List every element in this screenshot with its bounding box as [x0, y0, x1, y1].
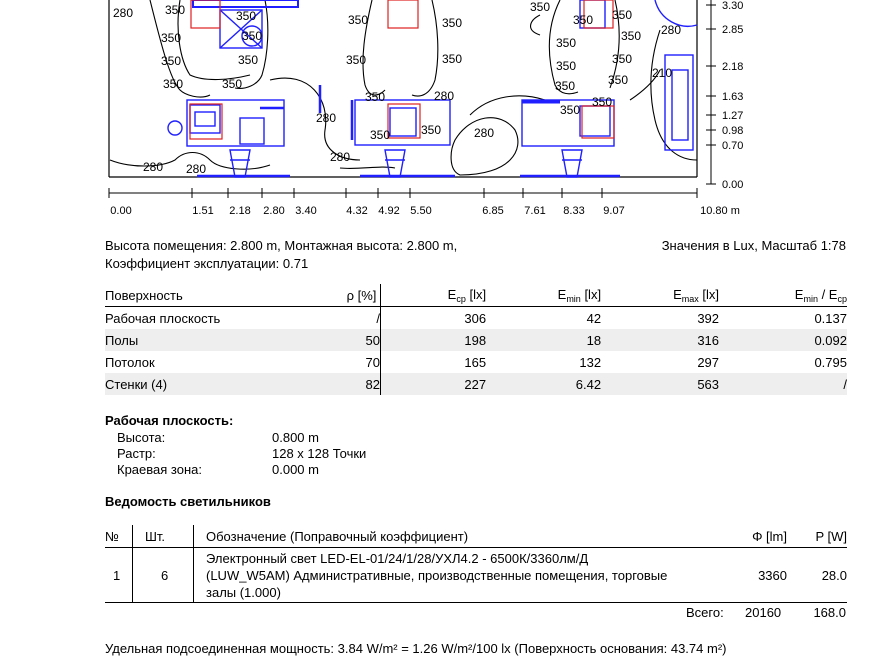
col-rho: ρ [%]: [309, 284, 381, 307]
table-row: Полы 50 198 18 316 0.092: [105, 329, 847, 351]
x-scale-label: 0.00: [110, 205, 132, 217]
isolux-value: 350: [608, 73, 629, 87]
isolux-value: 350: [592, 95, 613, 109]
isolux-value: 350: [556, 36, 577, 50]
specific-power: Удельная подсоединенная мощность: 3.84 W/m² = 1.26 W/m²/100 lx (Поверхность основания: 43.74 m²): [105, 641, 727, 656]
isolux-contours: [110, 0, 697, 175]
col-emax: $E_{max}$ [lx]: [601, 284, 719, 307]
luminaire-layout: [168, 0, 697, 177]
isolux-value: 350: [442, 52, 463, 66]
isolux-value: 350: [560, 103, 581, 117]
x-scale-label: 6.85: [482, 205, 504, 217]
isolux-value: 350: [346, 53, 367, 67]
y-scale-label: 3.30: [722, 0, 744, 12]
vertical-scale: [706, 0, 743, 191]
isolux-value: 280: [330, 150, 351, 164]
y-scale-label: 2.18: [722, 61, 744, 73]
horizontal-scale: [109, 188, 740, 217]
isolux-value: 350: [348, 13, 369, 27]
col-eavg: $E_{ср}$ [lx]: [381, 284, 487, 307]
isolux-value: 280: [113, 6, 134, 20]
isolux-value: 280: [661, 23, 682, 37]
isolux-value: 350: [242, 29, 263, 43]
isolux-value: 350: [421, 123, 442, 137]
table-row: Стенки (4) 82 227 6.42 563 /: [105, 373, 847, 395]
maintenance-factor-info: Коэффициент эксплуатации: 0.71: [105, 256, 309, 271]
x-scale-label: 2.18: [229, 205, 251, 217]
isolux-value: 350: [612, 8, 633, 22]
workplane-height-label: Высота:: [117, 430, 166, 445]
surface-table-header: [105, 284, 847, 307]
isolux-value: 350: [370, 128, 391, 142]
x-scale-label: 2.80: [263, 205, 285, 217]
workplane-border-value: 0.000 m: [272, 462, 319, 477]
isolux-value: 350: [442, 16, 463, 30]
isolux-value: 350: [555, 79, 576, 93]
col-ratio: $E_{min} / E_{ср}$: [719, 284, 847, 307]
x-scale-label: 8.33: [563, 205, 585, 217]
table-row: Рабочая плоскость / 306 42 392 0.137: [105, 307, 847, 330]
isolux-value: 350: [165, 3, 186, 17]
workplane-border-label: Краевая зона:: [117, 462, 202, 477]
y-scale-label: 1.27: [722, 110, 744, 122]
luminaires-title: Ведомость светильников: [105, 494, 271, 509]
col-surface: Поверхность: [105, 284, 309, 307]
isolux-value: 350: [236, 9, 257, 23]
y-scale-label: 1.63: [722, 91, 744, 103]
y-scale-label: 2.85: [722, 24, 744, 36]
table-row: 1 6 Электронный свет LED-EL-01/24/1/28/УХЛ4.2 - 6500К/3360лм/Д (LUW_W5AM) Административные, производственные помещения, торговые залы (1.000) 3360 28.0: [105, 548, 847, 603]
isolux-value: 210: [652, 66, 673, 80]
luminaire-table: [105, 525, 847, 603]
isolux-value: 350: [530, 0, 551, 14]
isolux-value: 280: [143, 160, 164, 174]
col-emin: $E_{min}$ [lx]: [486, 284, 601, 307]
total-power: 168.0: [813, 605, 846, 620]
x-scale-label: 5.50: [410, 205, 432, 217]
workplane-height-value: 0.800 m: [272, 430, 319, 445]
isolux-value: 350: [573, 13, 594, 27]
illuminance-plan: [0, 0, 889, 222]
isolux-value: 280: [434, 89, 455, 103]
isolux-value: 350: [163, 77, 184, 91]
x-scale-label: 3.40: [295, 205, 317, 217]
isolux-value: 350: [161, 31, 182, 45]
luminaire-table-header: № Шт. Обозначение (Поправочный коэффициент) Φ [lm] P [W]: [105, 525, 847, 548]
x-scale-label: 7.61: [524, 205, 546, 217]
table-row: Потолок 70 165 132 297 0.795: [105, 351, 847, 373]
isolux-value: 350: [238, 53, 259, 67]
room-height-info: Высота помещения: 2.800 m, Монтажная высота: 2.800 m,: [105, 238, 458, 253]
x-scale-label: 10.80 m: [700, 205, 740, 217]
total-flux: 20160: [745, 605, 782, 620]
x-scale-label: 9.07: [603, 205, 625, 217]
x-scale-label: 4.32: [346, 205, 368, 217]
scale-note: Значения в Lux, Масштаб 1:78: [661, 238, 846, 253]
x-scale-label: 4.92: [378, 205, 400, 217]
isolux-value: 350: [161, 54, 182, 68]
y-scale-label: 0.70: [722, 140, 744, 152]
isolux-value: 350: [222, 77, 243, 91]
isolux-value: 280: [186, 162, 207, 176]
isolux-value: 350: [365, 90, 386, 104]
isolux-value: 280: [474, 126, 495, 140]
isolux-value: 280: [316, 111, 337, 125]
total-label: Всего:: [686, 605, 724, 620]
isolux-value: 350: [556, 59, 577, 73]
workplane-title: Рабочая плоскость:: [105, 413, 234, 428]
x-scale-label: 1.51: [192, 205, 214, 217]
surface-table: [105, 284, 847, 395]
workplane-grid-value: 128 x 128 Точки: [272, 446, 367, 461]
isolux-value: 350: [612, 52, 633, 66]
y-scale-label: 0.98: [722, 125, 744, 137]
isolux-value: 350: [621, 29, 642, 43]
y-scale-label: 0.00: [722, 179, 744, 191]
workplane-grid-label: Растр:: [117, 446, 156, 461]
